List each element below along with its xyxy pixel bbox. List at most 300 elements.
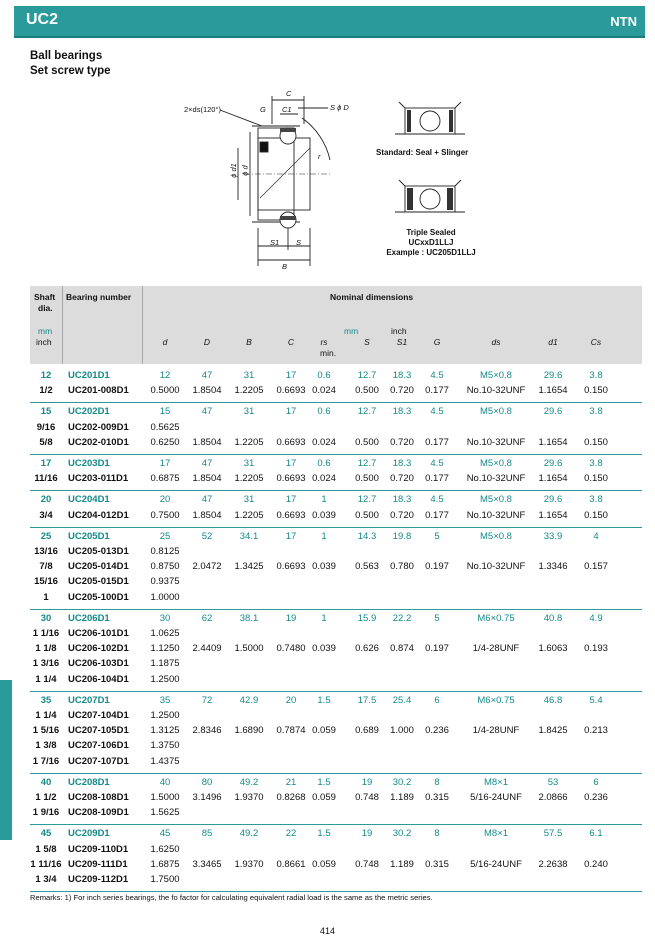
dim-S: 0.500 — [355, 509, 379, 521]
dim-S1: 0.720 — [390, 436, 414, 448]
dim-ds: M6×0.75 — [477, 612, 515, 624]
dim-B: 49.2 — [239, 828, 259, 840]
dim-D: 47 — [201, 370, 213, 381]
dim-D: 80 — [201, 776, 213, 788]
dim-C: 21 — [285, 776, 297, 788]
dim-B: 38.1 — [239, 612, 259, 624]
shaft-dia: 1 1/16 — [32, 628, 60, 639]
dim-ds: 5/16-24UNF — [470, 792, 522, 803]
bearing-number: UC202D1 — [68, 406, 110, 418]
dim-S1: 18.3 — [392, 458, 412, 469]
dim-rs: 1.5 — [317, 828, 331, 840]
dim-d: 0.6250 — [150, 436, 180, 448]
header-mm-shaft: mm — [38, 326, 53, 336]
dim-S: 14.3 — [357, 530, 377, 542]
dim-d: 1.1250 — [150, 643, 180, 655]
dim-ds: M8×1 — [483, 828, 509, 840]
dim-S1: 25.4 — [392, 694, 412, 706]
dim-D: 47 — [201, 406, 213, 418]
dim-S1: 1.189 — [390, 792, 414, 803]
dim-d: 1.2500 — [150, 710, 180, 721]
dim-Cs: 3.8 — [589, 370, 603, 381]
dim-d1: 1.3346 — [538, 561, 568, 573]
dim-S: 12.7 — [357, 458, 377, 469]
dim-S: 0.500 — [355, 385, 379, 397]
dim-rs: 1.5 — [317, 776, 331, 788]
dim-Cs: 4.9 — [589, 612, 603, 624]
dim-d: 1.0625 — [150, 628, 180, 639]
dim-ds: M5×0.8 — [480, 458, 512, 469]
bearing-number: UC205-100D1 — [68, 591, 129, 603]
dim-G: 0.315 — [425, 792, 449, 803]
dim-G: 0.197 — [425, 561, 449, 573]
label-C: C — [286, 89, 292, 98]
header-bearing-number: Bearing number — [66, 292, 132, 302]
column-header-5: S — [364, 337, 370, 347]
dim-rs: 0.059 — [312, 858, 336, 870]
column-header-4: rs — [320, 337, 328, 347]
dim-C: 0.6693 — [276, 473, 306, 485]
dim-d1: 33.9 — [543, 530, 563, 542]
dim-C: 22 — [285, 828, 297, 840]
bearing-number: UC206-101D1 — [68, 628, 129, 639]
shaft-dia: 3/4 — [39, 509, 53, 521]
group-separator — [30, 527, 642, 528]
label-S1: S1 — [270, 238, 280, 247]
dim-d: 1.5000 — [150, 792, 180, 803]
dim-ds: 1/4-28UNF — [472, 643, 520, 655]
dim-G: 8 — [434, 776, 440, 788]
dim-B: 49.2 — [239, 776, 259, 788]
dim-B: 42.9 — [239, 694, 259, 706]
bearing-number: UC205D1 — [68, 530, 110, 542]
dim-B: 34.1 — [239, 530, 259, 542]
dim-S1: 18.3 — [392, 406, 412, 418]
dim-d: 15 — [159, 406, 171, 418]
dim-S: 19 — [361, 828, 373, 840]
dim-C: 17 — [285, 494, 297, 506]
shaft-dia: 20 — [40, 494, 52, 506]
dim-C: 19 — [285, 612, 297, 624]
dim-Cs: 6.1 — [589, 828, 603, 840]
shaft-dia: 1 9/16 — [32, 807, 60, 819]
dim-D: 47 — [201, 458, 213, 469]
dim-S: 19 — [361, 776, 373, 788]
dim-B: 1.9370 — [234, 792, 264, 803]
bearing-number: UC207-105D1 — [68, 725, 129, 737]
dim-B: 31 — [243, 406, 255, 418]
dim-S: 12.7 — [357, 370, 377, 381]
bearing-number: UC206-104D1 — [68, 673, 129, 685]
dim-B: 1.2205 — [234, 385, 264, 397]
bearing-number: UC207-107D1 — [68, 755, 129, 767]
brand-label: NTN — [610, 14, 637, 29]
dim-rs: 0.039 — [312, 561, 336, 573]
column-header-3: C — [287, 337, 295, 347]
shaft-dia: 1 — [43, 591, 49, 603]
remarks-note: Remarks: 1) For inch series bearings, the fo factor for calculating equivalent radial load is the same as the metric series. — [30, 893, 433, 902]
dim-Cs: 6 — [593, 776, 599, 788]
dim-d: 0.5000 — [150, 385, 180, 397]
column-header-9: d1 — [548, 337, 558, 347]
dim-B: 31 — [243, 458, 255, 469]
page-title: Ball bearings — [30, 50, 103, 62]
dim-G: 5 — [434, 612, 440, 624]
shaft-dia: 30 — [40, 612, 52, 624]
dim-d1: 29.6 — [543, 494, 563, 506]
dim-C: 17 — [285, 530, 297, 542]
page-subtitle: Set screw type — [30, 65, 111, 77]
dim-ds: No.10-32UNF — [466, 561, 526, 573]
dim-G: 0.177 — [425, 473, 449, 485]
dim-Cs: 0.150 — [584, 509, 608, 521]
dim-d: 1.6875 — [150, 858, 180, 870]
dim-Cs: 0.213 — [584, 725, 608, 737]
dim-S: 0.500 — [355, 473, 379, 485]
dim-d: 20 — [159, 494, 171, 506]
caption-triple-sealed — [376, 228, 486, 258]
dim-C: 17 — [285, 406, 297, 418]
dim-d: 12 — [159, 370, 171, 381]
label-ds-120: 2×ds(120°) — [184, 105, 221, 114]
bearing-number: UC206-102D1 — [68, 643, 129, 655]
dim-d: 1.7500 — [150, 874, 180, 885]
dim-d: 30 — [159, 612, 171, 624]
dim-rs: 0.039 — [312, 509, 336, 521]
dim-C: 17 — [285, 370, 297, 381]
group-separator — [30, 490, 642, 491]
dim-ds: M5×0.8 — [480, 370, 512, 381]
bearing-number: UC209D1 — [68, 828, 110, 840]
label-phi-d: ϕ d — [240, 165, 250, 176]
bearing-number: UC201-008D1 — [68, 385, 129, 397]
dim-G: 5 — [434, 530, 440, 542]
dim-d: 0.9375 — [150, 576, 180, 588]
dim-S: 0.626 — [355, 643, 379, 655]
dim-d1: 1.1654 — [538, 509, 568, 521]
dim-C: 20 — [285, 694, 297, 706]
dim-C: 0.7480 — [276, 643, 306, 655]
dim-G: 8 — [434, 828, 440, 840]
header-inch-dims: inch — [391, 326, 407, 336]
bearing-number: UC207-104D1 — [68, 710, 129, 721]
shaft-dia: 7/8 — [39, 561, 53, 573]
header-divider-1 — [62, 286, 63, 364]
dim-Cs: 0.193 — [584, 643, 608, 655]
bearing-number: UC203D1 — [68, 458, 110, 469]
shaft-dia: 45 — [40, 828, 52, 840]
dim-Cs: 0.236 — [584, 792, 608, 803]
shaft-dia: 1 5/8 — [35, 843, 57, 855]
dim-d: 1.2500 — [150, 673, 180, 685]
dim-B: 1.6890 — [234, 725, 264, 737]
bearing-number: UC202-010D1 — [68, 436, 129, 448]
dim-ds: No.10-32UNF — [466, 473, 526, 485]
bearing-drawing — [180, 88, 350, 278]
dim-D: 2.0472 — [192, 561, 222, 573]
shaft-dia: 1 1/4 — [35, 710, 57, 721]
dim-d: 0.5625 — [150, 421, 180, 433]
dim-Cs: 3.8 — [589, 406, 603, 418]
label-S-phi-D: S ϕ D — [330, 103, 349, 112]
bearing-number: UC201D1 — [68, 370, 110, 381]
dim-B: 1.2205 — [234, 436, 264, 448]
dim-ds: M6×0.75 — [477, 694, 515, 706]
dim-d: 1.3750 — [150, 740, 180, 752]
dim-d1: 29.6 — [543, 458, 563, 469]
shaft-dia: 1 1/8 — [35, 643, 57, 655]
shaft-dia: 13/16 — [34, 546, 58, 557]
dim-B: 1.5000 — [234, 643, 264, 655]
label-C1: C1 — [282, 105, 292, 114]
bearing-number: UC202-009D1 — [68, 421, 129, 433]
dim-d1: 29.6 — [543, 406, 563, 418]
dim-C: 0.8661 — [276, 858, 306, 870]
dim-S1: 0.720 — [390, 473, 414, 485]
column-header-10: Cs — [590, 337, 602, 347]
dim-B: 1.2205 — [234, 509, 264, 521]
dim-D: 47 — [201, 494, 213, 506]
dim-C: 0.6693 — [276, 509, 306, 521]
dim-d: 1.3125 — [150, 725, 180, 737]
caption-triple-line2: UCxxD1LLJ — [408, 238, 454, 247]
bearing-number: UC206-103D1 — [68, 658, 129, 670]
bearing-number: UC204D1 — [68, 494, 110, 506]
dim-C: 0.6693 — [276, 561, 306, 573]
bearing-number: UC203-011D1 — [68, 473, 129, 485]
dim-d: 1.0000 — [150, 591, 180, 603]
dim-C: 0.7874 — [276, 725, 306, 737]
dim-S1: 18.3 — [392, 370, 412, 381]
dim-rs: 0.6 — [317, 458, 331, 469]
dim-ds: No.10-32UNF — [466, 436, 526, 448]
bearing-number: UC207-106D1 — [68, 740, 129, 752]
dim-S1: 19.8 — [392, 530, 412, 542]
shaft-dia: 1 3/4 — [35, 874, 57, 885]
dim-rs: 1 — [321, 494, 327, 506]
table-header — [30, 286, 642, 364]
dim-ds: M5×0.8 — [480, 406, 512, 418]
shaft-dia: 1 1/2 — [35, 792, 57, 803]
shaft-dia: 1 3/8 — [35, 740, 57, 752]
dim-C: 0.6693 — [276, 436, 306, 448]
dim-C: 17 — [285, 458, 297, 469]
dim-C: 0.6693 — [276, 385, 306, 397]
page-number: 414 — [319, 926, 336, 936]
column-header-0: d — [162, 337, 168, 347]
dim-rs: 1.5 — [317, 694, 331, 706]
dim-G: 4.5 — [430, 458, 444, 469]
dim-rs: 0.024 — [312, 436, 336, 448]
bearing-number: UC205-014D1 — [68, 561, 129, 573]
triple-seal-diagram — [395, 176, 465, 222]
group-separator — [30, 609, 642, 610]
header-underline — [14, 36, 645, 38]
dim-rs: 0.059 — [312, 792, 336, 803]
dim-D: 3.1496 — [192, 792, 222, 803]
dim-rs: 0.6 — [317, 370, 331, 381]
dim-rs: 0.6 — [317, 406, 331, 418]
shaft-dia: 1 5/16 — [32, 725, 60, 737]
dim-G: 4.5 — [430, 370, 444, 381]
shaft-dia: 1 7/16 — [32, 755, 60, 767]
dim-d1: 1.1654 — [538, 385, 568, 397]
dim-S1: 0.874 — [390, 643, 414, 655]
shaft-dia: 40 — [40, 776, 52, 788]
shaft-dia: 9/16 — [36, 421, 56, 433]
dim-d1: 57.5 — [543, 828, 563, 840]
dim-D: 1.8504 — [192, 385, 222, 397]
dim-Cs: 0.150 — [584, 473, 608, 485]
dim-D: 1.8504 — [192, 509, 222, 521]
dim-S1: 30.2 — [392, 776, 412, 788]
dim-G: 4.5 — [430, 494, 444, 506]
dim-d: 0.8750 — [150, 561, 180, 573]
dim-rs: 0.059 — [312, 725, 336, 737]
dim-G: 0.236 — [425, 725, 449, 737]
bearing-number: UC206D1 — [68, 612, 110, 624]
dim-d1: 1.6063 — [538, 643, 568, 655]
dim-rs: 1 — [321, 530, 327, 542]
dim-S: 0.689 — [355, 725, 379, 737]
shaft-dia: 35 — [40, 694, 52, 706]
dim-d: 45 — [159, 828, 171, 840]
header-divider-2 — [142, 286, 143, 364]
dim-S: 0.748 — [355, 792, 379, 803]
dim-D: 52 — [201, 530, 213, 542]
dim-S1: 18.3 — [392, 494, 412, 506]
header-inch-shaft: inch — [36, 337, 52, 347]
series-title: UC2 — [26, 11, 59, 28]
dim-d1: 1.8425 — [538, 725, 568, 737]
dim-d1: 2.2638 — [538, 858, 568, 870]
shaft-dia: 1 11/16 — [30, 858, 62, 870]
shaft-dia: 11/16 — [34, 473, 58, 485]
dim-G: 6 — [434, 694, 440, 706]
shaft-dia: 1 1/4 — [35, 673, 57, 685]
dim-S1: 0.780 — [390, 561, 414, 573]
dim-G: 0.177 — [425, 509, 449, 521]
shaft-dia: 12 — [40, 370, 52, 381]
dim-rs: 1 — [321, 612, 327, 624]
shaft-dia: 1/2 — [39, 385, 53, 397]
dim-d: 0.6875 — [150, 473, 180, 485]
group-separator — [30, 454, 642, 455]
dim-Cs: 0.150 — [584, 385, 608, 397]
dim-S: 0.748 — [355, 858, 379, 870]
dim-d1: 1.1654 — [538, 473, 568, 485]
dim-Cs: 0.150 — [584, 436, 608, 448]
dim-d: 40 — [159, 776, 171, 788]
column-header-2: B — [246, 337, 252, 347]
dim-G: 0.177 — [425, 436, 449, 448]
dim-G: 0.177 — [425, 385, 449, 397]
dim-D: 85 — [201, 828, 213, 840]
dim-d: 1.6250 — [150, 843, 180, 855]
shaft-dia: 25 — [40, 530, 52, 542]
header-dia: dia. — [38, 303, 53, 313]
caption-triple-line3: Example : UC205D1LLJ — [386, 248, 476, 257]
label-r: r — [318, 152, 321, 161]
seal-slinger-diagram — [395, 98, 465, 144]
dim-B: 1.2205 — [234, 473, 264, 485]
header-nominal-dimensions: Nominal dimensions — [330, 292, 414, 302]
dim-Cs: 4 — [593, 530, 599, 542]
dim-d: 1.1875 — [150, 658, 180, 670]
dim-S: 12.7 — [357, 406, 377, 418]
dim-d1: 2.0866 — [538, 792, 568, 803]
dim-ds: M5×0.8 — [480, 494, 512, 506]
series-header-bar — [14, 6, 645, 36]
dim-G: 0.315 — [425, 858, 449, 870]
dim-d1: 46.8 — [543, 694, 563, 706]
dim-Cs: 3.8 — [589, 458, 603, 469]
dim-Cs: 0.240 — [584, 858, 608, 870]
dim-S: 15.9 — [357, 612, 377, 624]
dim-D: 72 — [201, 694, 213, 706]
dim-G: 4.5 — [430, 406, 444, 418]
dim-D: 1.8504 — [192, 436, 222, 448]
dim-ds: M8×1 — [483, 776, 509, 788]
dim-d1: 53 — [547, 776, 559, 788]
column-header-6: S1 — [396, 337, 408, 347]
bearing-number: UC209-111D1 — [68, 858, 128, 870]
dim-d: 1.5625 — [150, 807, 180, 819]
bearing-number: UC204-012D1 — [68, 509, 129, 521]
dim-d: 0.8125 — [150, 546, 180, 557]
dim-B: 31 — [243, 494, 255, 506]
dim-S1: 0.720 — [390, 385, 414, 397]
dim-D: 2.4409 — [192, 643, 222, 655]
dim-ds: 1/4-28UNF — [472, 725, 520, 737]
dim-S1: 0.720 — [390, 509, 414, 521]
dim-S1: 1.000 — [390, 725, 414, 737]
dim-d1: 1.1654 — [538, 436, 568, 448]
dim-S1: 22.2 — [392, 612, 412, 624]
dim-D: 62 — [201, 612, 213, 624]
dim-D: 3.3465 — [192, 858, 222, 870]
column-header-8: ds — [491, 337, 501, 347]
bearing-number: UC209-112D1 — [68, 874, 129, 885]
dim-D: 1.8504 — [192, 473, 222, 485]
group-separator — [30, 402, 642, 403]
dim-Cs: 5.4 — [589, 694, 603, 706]
shaft-dia: 1 3/16 — [32, 658, 60, 670]
dim-S: 0.563 — [355, 561, 379, 573]
bearing-number: UC205-013D1 — [68, 546, 129, 557]
shaft-dia: 15/16 — [34, 576, 58, 588]
group-separator — [30, 691, 642, 692]
dim-B: 1.3425 — [234, 561, 264, 573]
side-tab — [0, 680, 12, 840]
label-phi-d1: ϕ d1 — [228, 163, 238, 178]
shaft-dia: 5/8 — [39, 436, 53, 448]
bearing-number: UC209-110D1 — [68, 843, 129, 855]
dim-ds: M5×0.8 — [480, 530, 512, 542]
dim-ds: 5/16-24UNF — [470, 858, 522, 870]
dim-d: 35 — [159, 694, 171, 706]
bearing-number: UC207D1 — [68, 694, 110, 706]
dim-S: 12.7 — [357, 494, 377, 506]
dim-Cs: 3.8 — [589, 494, 603, 506]
dim-Cs: 0.157 — [584, 561, 608, 573]
column-header-7: G — [433, 337, 441, 347]
dim-C: 0.8268 — [276, 792, 306, 803]
label-G: G — [260, 105, 266, 114]
dim-B: 1.9370 — [234, 858, 264, 870]
label-S: S — [296, 238, 302, 247]
label-B: B — [282, 262, 288, 271]
